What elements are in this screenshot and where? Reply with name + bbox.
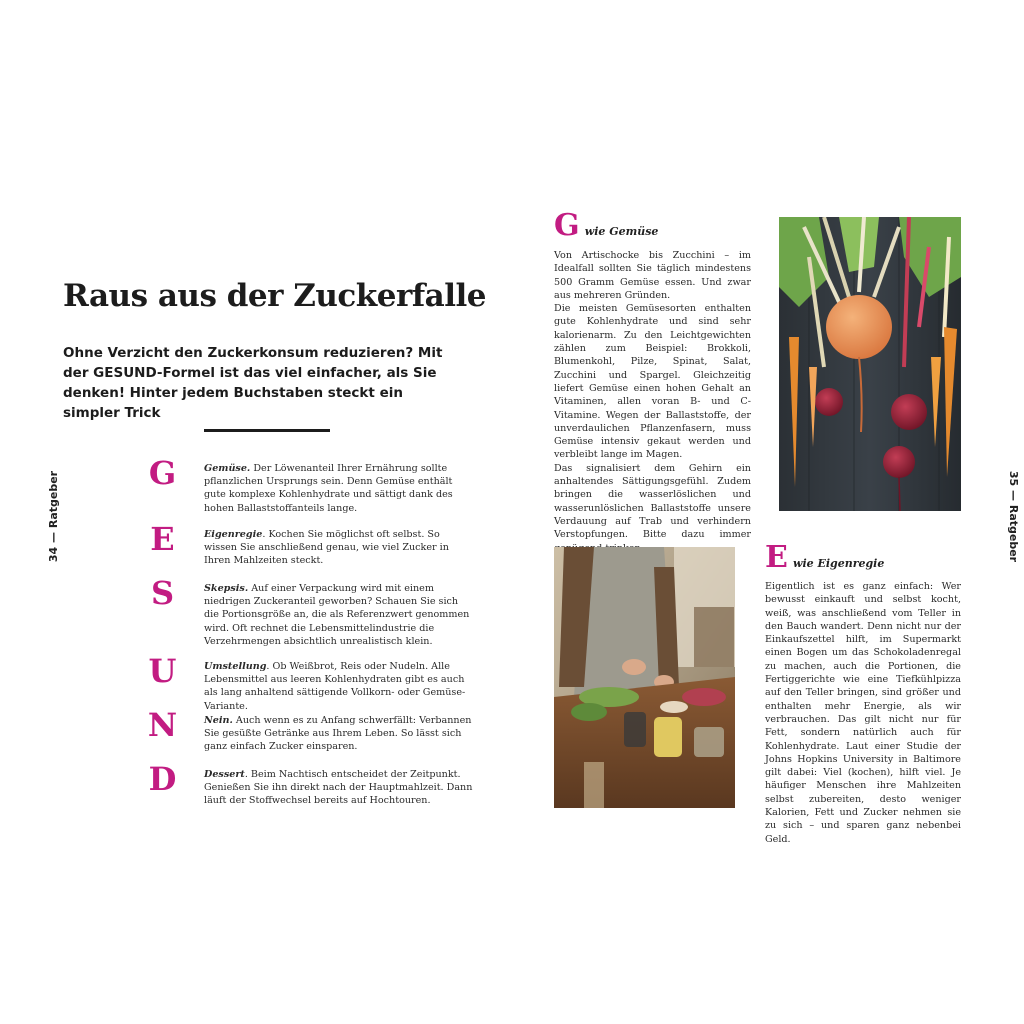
gesund-letter: U — [148, 652, 177, 690]
section-e-subtitle: wie Eigenregie — [792, 557, 885, 570]
section-g-body — [554, 249, 751, 555]
gesund-entry-text — [204, 660, 474, 713]
section-g-heading — [554, 208, 658, 243]
gesund-term: Umstellung — [204, 661, 267, 672]
section-g-subtitle: wie Gemüse — [584, 225, 659, 238]
gesund-description: . Beim Nachtisch entscheidet der Zeitpunkt. Genießen Sie ihn direkt nach der Hauptmahlzeit. Dann läuft der Stoffwechsel bereits auf Hochtouren. — [204, 769, 473, 807]
gesund-description: Auch wenn es zu Anfang schwerfällt: Verbannen Sie gesüßte Getränke aus Ihrem Leben. So lässt sich ganz einfach Zucker einsparen. — [204, 715, 472, 753]
gesund-entry-text — [204, 462, 474, 515]
vegetables-image — [779, 217, 961, 511]
gesund-letter: D — [148, 760, 177, 798]
body-paragraph: Von Artischocke bis Zucchini – im Idealfall sollten Sie täglich mindestens 500 Gramm Gemüse essen. Und zwar aus mehreren Gründen. — [554, 250, 751, 301]
kitchen-photo — [554, 547, 735, 808]
body-paragraph: Eigentlich ist es ganz einfach: Wer bewusst einkauft und selbst kocht, weiß, was anschließend vom Teller in den Bauch wandert. Denn nicht nur der Einkaufszettel hilft, im Supermarkt einen Bogen um das Schokoladenregal zu machen, auch die Portionen, die Fertiggerichte wie eine Tiefkühlpizza auf den Teller bringen, sind größer und enthalten mehr Energie, als wir verbrauchen. Das gilt nicht nur für Fett, sondern natürlich auch für Kohlenhydrate. Laut einer Studie der Johns Hopkins University in Baltimore gilt dabei: Viel (kochen), hilft viel. Je häufiger Menschen ihre Mahlzeiten selbst zubereiten, desto weniger Kalorien, Fett und Zucker nehmen sie zu sich – und sparen ganz nebenbei Geld. — [765, 581, 961, 845]
gesund-term: Gemüse. — [204, 463, 251, 474]
body-paragraph: Das signalisiert dem Gehirn ein anhaltendes Sättigungsgefühl. Zudem bringen die wasserlöslichen und wasserunlöslichen Ballaststoffe unsere Verdauung auf Trab und verhindern Verstopfungen. Bitte dazu immer — [554, 462, 751, 541]
page-runner-right: 35 — Ratgeber — [1007, 470, 1021, 563]
page-title: Raus aus der Zuckerfalle — [63, 278, 487, 314]
lead-paragraph: Ohne Verzicht den Zuckerkonsum reduzieren? Mit der GESUND-Formel ist das viel einfacher, als Sie denken! Hinter jedem Buchstaben steckt ein simpler Trick — [63, 345, 443, 421]
gesund-description: Auf einer Verpackung wird mit einem niedrigen Zuckeranteil geworben? Schauen Sie sich die Portionsgröße an, die als Referenzwert genommen wird. Oft rechnet die Lebensmittelindustrie die Verzehrmengen absichtlich unrealistisch klein. — [204, 583, 470, 647]
vegetables-photo — [779, 217, 961, 511]
gesund-term: Nein. — [204, 715, 233, 726]
gesund-description: Der Löwenanteil Ihrer Ernährung sollte pflanzlichen Ursprungs sein. Denn Gemüse enthält gute komplexe Kohlenhydrate und sättigt dank des hohen Ballaststoffanteils lange. — [204, 463, 453, 514]
gesund-letter: E — [150, 520, 175, 558]
gesund-letter: S — [150, 574, 175, 612]
body-paragraph: Die meisten Gemüsesorten enthalten gute Kohlenhydrate und sind sehr kalorienarm. Zu den Leichtgewichten zählen zum Beispiel: Brokkoli, Blumenkohl, Pilze, Spinat, Salat, Zucchini und Spargel. Gleichzeitig liefert Gemüse einen hohen Gehalt an Vitaminen, allen voran B- und C-Vitamine. Wegen der Ballaststoffe, der unverdaulichen Pflanzenfasern, muss Gemüse intensiv gekaut werden und verbleibt lange im Magen. — [554, 303, 751, 461]
section-e-heading — [765, 540, 884, 575]
gesund-entry-text — [204, 582, 474, 648]
gesund-description: . Ob Weißbrot, Reis oder Nudeln. Alle Lebensmittel aus leeren Kohlenhydraten gibt es auch als lang anhaltend sättigende Vollkorn- oder Gemüse-Variante. — [204, 661, 466, 712]
page-runner-left: 34 — Ratgeber — [47, 470, 61, 563]
gesund-letter: N — [147, 706, 178, 744]
gesund-entry-text — [204, 714, 474, 754]
gesund-term: Skepsis. — [204, 583, 249, 594]
section-e-body — [765, 580, 961, 846]
section-e-initial: E — [765, 540, 788, 575]
gesund-entry-text — [204, 768, 474, 808]
gesund-term: Dessert — [204, 769, 245, 780]
gesund-letter: G — [148, 454, 177, 492]
gesund-description: . Kochen Sie möglichst oft selbst. So wissen Sie anschließend genau, wie viel Zucker in Ihren Mahlzeiten steckt. — [204, 529, 449, 567]
section-g-initial: G — [554, 208, 580, 243]
gesund-entry-text — [204, 528, 474, 568]
divider-rule — [204, 429, 330, 432]
gesund-term: Eigenregie — [204, 529, 263, 540]
kitchen-image — [554, 547, 735, 808]
